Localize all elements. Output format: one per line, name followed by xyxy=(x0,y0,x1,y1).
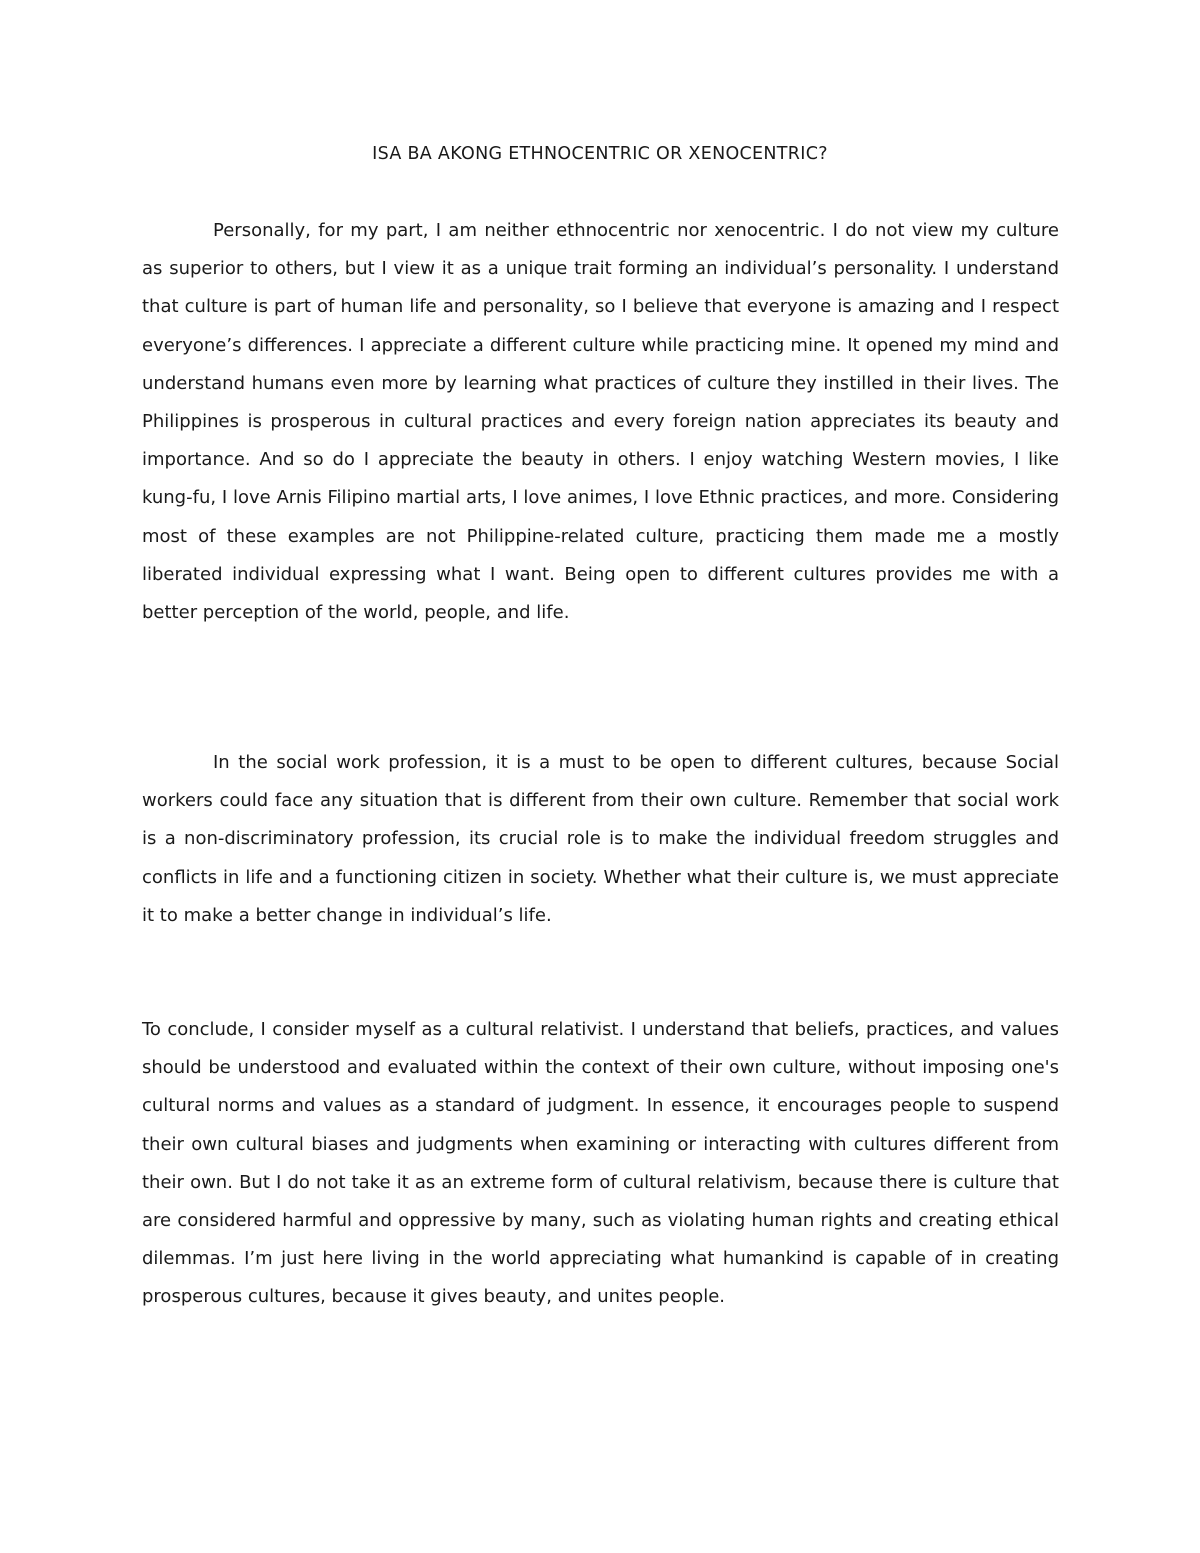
paragraph-conclusion: To conclude, I consider myself as a cultural relativist. I understand that beliefs, practices, and values should be understood and evaluated within the context of their own culture, without imposing one's cultural norms and values as a standard of judgment. In essence, it encourages people to suspend their own cultural biases and judgments when examining or interacting with cultures different from their own. But I do not take it as an extreme form of cultural relativism, because there is culture that are considered harmful and oppressive by many, such as violating human rights and creating ethical dilemmas. I’m just here living in the world appreciating what humankind is capable of in creating prosperous cultures, because it gives beauty, and unites people. xyxy=(142,1019,1059,1308)
document-title: ISA BA AKONG ETHNOCENTRIC OR XENOCENTRIC? xyxy=(372,144,828,164)
paragraph-social-work: In the social work profession, it is a must to be open to different cultures, because Social workers could face any situation that is different from their own culture. Remember that social work is a non-discriminatory profession, its crucial role is to make the individual freedom struggles and conflicts in life and a functioning citizen in society. Whether what their culture is, we must appreciate it to make a better change in individual’s life. xyxy=(142,752,1059,926)
paragraph-personal-view: Personally, for my part, I am neither ethnocentric nor xenocentric. I do not view my culture as superior to others, but I view it as a unique trait forming an individual’s personality. I understand that culture is part of human life and personality, so I believe that everyone is amazing and I respect everyone’s differences. I appreciate a different culture while practicing mine. It opened my mind and understand humans even more by learning what practices of culture they instilled in their lives. The Philippines is prosperous in cultural practices and every foreign nation appreciates its beauty and importance. And so do I appreciate the beauty in others. I enjoy watching Western movies, I like kung-fu, I love Arnis Filipino martial arts, I love animes, I love Ethnic practices, and more. Considering most of these examples are not Philippine-related culture, practicing them made me a mostly liberated individual expressing what I want. Being open to different cultures provides me with a better perception of the world, people, and life. xyxy=(142,220,1059,624)
